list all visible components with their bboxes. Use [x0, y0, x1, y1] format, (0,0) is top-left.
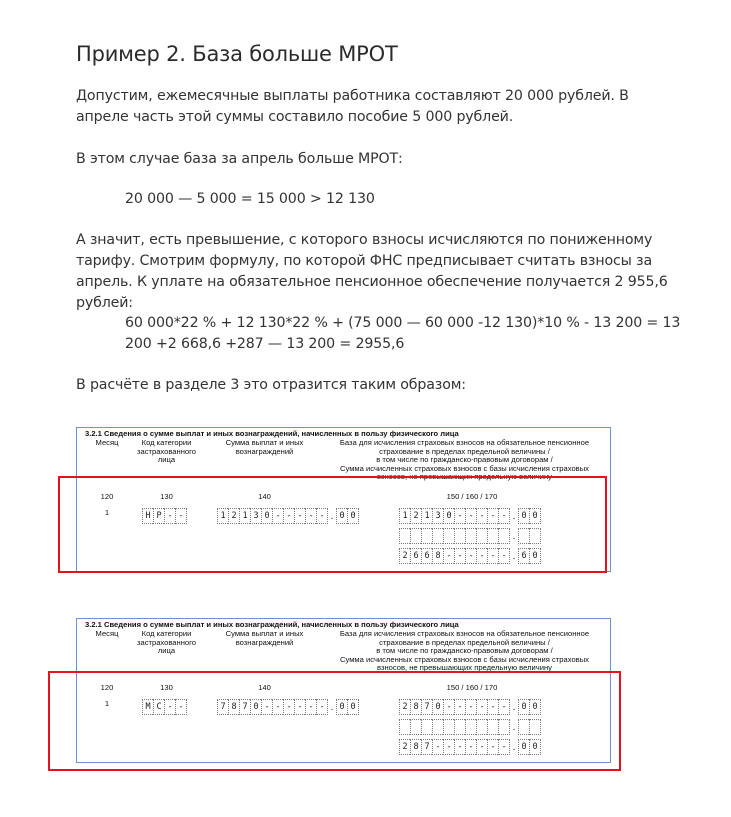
form-cell: -: [261, 699, 272, 715]
code-base: 150 / 160 / 170: [446, 683, 498, 692]
form-cell: -: [305, 508, 316, 524]
decimal-separator: .: [512, 742, 516, 753]
form-cell: -: [443, 739, 454, 755]
highlight-box-2: [48, 671, 621, 771]
form-cell: 0: [250, 699, 261, 715]
form-cell: 3: [250, 508, 261, 524]
page-title: Пример 2. База больше МРОТ: [76, 42, 398, 66]
form-cell: 0: [336, 508, 347, 524]
month-value: 1: [104, 699, 110, 708]
form-cell: 0: [529, 739, 541, 755]
form-cell: 2: [410, 508, 421, 524]
form-cell: 8: [228, 699, 239, 715]
form-cell: 2: [399, 739, 410, 755]
highlight-box-1: [58, 476, 607, 573]
paragraph-base-note: В этом случае база за апрель больше МРОТ:: [76, 151, 403, 167]
form-cell: -: [476, 548, 487, 564]
form-cell: -: [316, 699, 328, 715]
column-header-payments: Сумма выплат и иных вознаграждений: [225, 629, 304, 647]
form-cell: -: [487, 548, 498, 564]
form-cell: -: [465, 699, 476, 715]
form-cell: -: [465, 508, 476, 524]
form-cell: -: [443, 548, 454, 564]
form-cell: 8: [410, 739, 421, 755]
form-cell: -: [454, 699, 465, 715]
decimal-separator: .: [330, 511, 334, 522]
form-cell: -: [164, 699, 175, 715]
form-cell: -: [476, 739, 487, 755]
paragraph-intro: Допустим, ежемесячные выплаты работника составляют 20 000 рублей. В апреле часть этой суммы составило пособие 5 000 рублей.: [76, 88, 629, 125]
code-month: 120: [100, 683, 114, 692]
form-cell: -: [476, 508, 487, 524]
form-cell: 0: [261, 508, 272, 524]
form-cell: -: [305, 699, 316, 715]
decimal-separator: .: [512, 702, 516, 713]
column-header-base: База для исчисления страховых взносов на обязательное пенсионное страхование в пределах предельной величины / в том числе по гражданско-правовым договорам / Сумма исчисленных страховых взносов с базы исчисления страховых взносов, не превышающих предельную величину: [339, 438, 590, 482]
form-cell: -: [465, 739, 476, 755]
form-cell: -: [454, 739, 465, 755]
code-payments: 140: [258, 492, 271, 501]
form-cell: -: [316, 508, 328, 524]
code-category: 130: [160, 683, 173, 692]
form-cell: 0: [347, 699, 359, 715]
column-header-base: База для исчисления страховых взносов на обязательное пенсионное страхование в пределах предельной величины / в том числе по гражданско-правовым договорам / Сумма исчисленных страховых взносов с базы исчисления страховых взносов, не превышающих предельную величину: [339, 629, 590, 673]
form-cell: 6: [518, 548, 529, 564]
form-cell: 8: [432, 548, 443, 564]
form-cell: -: [465, 548, 476, 564]
form-cell: -: [294, 508, 305, 524]
form-cell: -: [175, 699, 187, 715]
form-cell: 0: [518, 508, 529, 524]
column-header-month: Месяц: [95, 438, 119, 447]
form-cell: 7: [421, 699, 432, 715]
decimal-separator: .: [512, 551, 516, 562]
form-cell: 0: [529, 508, 541, 524]
code-category: 130: [160, 492, 173, 501]
decimal-separator: .: [330, 702, 334, 713]
form-cell: -: [454, 548, 465, 564]
decimal-separator: .: [512, 511, 516, 522]
form-title: 3.2.1 Сведения о сумме выплат и иных вознаграждений, начисленных в пользу физического лица: [85, 620, 459, 629]
decimal-separator: .: [512, 531, 516, 542]
form-cell: 0: [518, 699, 529, 715]
formula-contribution: 60 000*22 % + 12 130*22 % + (75 000 — 60 000 -12 130)*10 % - 13 200 = 13 200 +2 668,6 +287 — 13 200 = 2955,6: [125, 315, 681, 352]
form-cell: 1: [421, 508, 432, 524]
form-cell: -: [283, 508, 294, 524]
form-cell: -: [498, 699, 510, 715]
decimal-separator: .: [512, 722, 516, 733]
month-value: 1: [104, 508, 110, 517]
form-cell: 2: [228, 508, 239, 524]
form-cell: 0: [529, 548, 541, 564]
column-header-category: Код категории застрахованного лица: [137, 629, 196, 656]
form-cell: -: [498, 508, 510, 524]
form-cell: 0: [529, 699, 541, 715]
form-cell: -: [487, 699, 498, 715]
form-cell: 1: [239, 508, 250, 524]
form-cell: -: [498, 739, 510, 755]
form-cell: 0: [518, 739, 529, 755]
form-cell: 0: [347, 508, 359, 524]
form-cell: 8: [410, 699, 421, 715]
form-cell: 0: [336, 699, 347, 715]
form-cell: -: [454, 508, 465, 524]
form-cell: 0: [432, 699, 443, 715]
form-cell: -: [432, 739, 443, 755]
form-cell: -: [476, 699, 487, 715]
form-cell: Р: [153, 508, 164, 524]
form-cell: -: [294, 699, 305, 715]
form-cell: -: [272, 508, 283, 524]
code-base: 150 / 160 / 170: [446, 492, 498, 501]
form-cell: -: [498, 548, 510, 564]
form-cell: 6: [421, 548, 432, 564]
form-title: 3.2.1 Сведения о сумме выплат и иных вознаграждений, начисленных в пользу физического лица: [85, 429, 459, 438]
formula-base: 20 000 — 5 000 = 15 000 > 12 130: [125, 191, 375, 207]
form-cell: -: [175, 508, 187, 524]
form-cell: -: [443, 699, 454, 715]
form-cell: 7: [239, 699, 250, 715]
column-header-month: Месяц: [95, 629, 119, 638]
form-cell: 2: [399, 699, 410, 715]
form-cell: -: [164, 508, 175, 524]
form-cell: М: [142, 699, 153, 715]
form-cell: 1: [399, 508, 410, 524]
form-cell: 6: [410, 548, 421, 564]
form-cell: 2: [399, 548, 410, 564]
form-cell: 7: [421, 739, 432, 755]
form-cell: 3: [432, 508, 443, 524]
column-header-payments: Сумма выплат и иных вознаграждений: [225, 438, 304, 456]
code-payments: 140: [258, 683, 271, 692]
form-cell: -: [487, 739, 498, 755]
form-cell: -: [283, 699, 294, 715]
form-cell: 1: [217, 508, 228, 524]
paragraph-section3: В расчёте в разделе 3 это отразится таким образом:: [76, 377, 466, 393]
form-cell: Н: [142, 508, 153, 524]
code-month: 120: [100, 492, 114, 501]
column-header-category: Код категории застрахованного лица: [137, 438, 196, 465]
form-cell: 0: [443, 508, 454, 524]
form-cell: 7: [217, 699, 228, 715]
form-cell: -: [272, 699, 283, 715]
form-cell: -: [487, 508, 498, 524]
paragraph-excess: А значит, есть превышение, с которого взносы исчисляются по пониженному тарифу. Смотрим формулу, по которой ФНС предписывает считать взносы за апрель. К уплате на обязательное пенсионное обеспечение получается 2 955,6 рублей:: [76, 232, 668, 311]
form-cell: С: [153, 699, 164, 715]
